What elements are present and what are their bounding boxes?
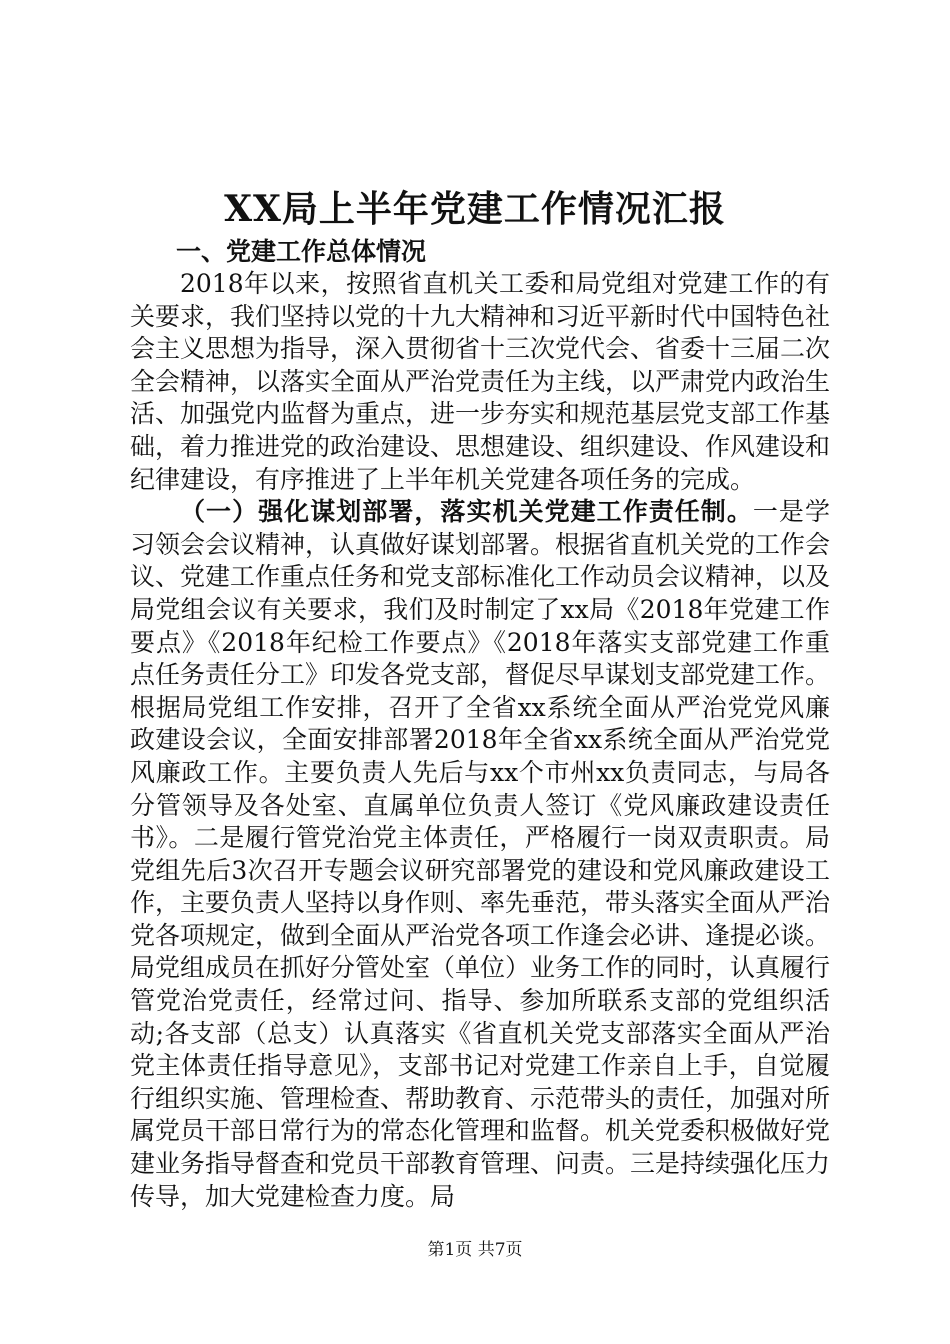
section-heading: 一、党建工作总体情况: [176, 237, 427, 266]
page-footer: 第1页 共7页: [427, 1240, 523, 1260]
subsection-heading: （一）强化谋划部署，落实机关党建工作责任制。: [180, 497, 753, 527]
document-body: [130, 236, 830, 1213]
subsection-body-text: 一是学习领会会议精神，认真做好谋划部署。根据省直机关党的工作会议、党建工作重点任务和党支部标准化工作动员会议精神，以及局党组会议有关要求，我们及时制定了xx局《2018年党建工作要点》《2018年纪检工作要点》《2018年落实支部党建工作重点任务责任分工》印发各党支部，督促尽早谋划支部党建工作。根据局党组工作安排，召开了全省xx系统全面从严治党党风廉政建设会议，全面安排部署2018年全省xx系统全面从严治党党风廉政工作。主要负责人先后与xx个市州xx负责同志，与局各分管领导及各处室、直属单位负责人签订《党风廉政建设责任书》。二是履行管党治党主体责任，严格履行一岗双责职责。局党组先后3次召开专题会议研究部署党的建设和党风廉政建设工作，主要负责人坚持以身作则、率先垂范，带头落实全面从严治党各项规定，做到全面从严治党各项工作逢会必讲、逢提必谈。局党组成员在抓好分管处室（单位）业务工作的同时，认真履行管党治党责任，经常过问、指导、参加所联系支部的党组织活动;各支部（总支）认真落实《省直机关党支部落实全面从严治党主体责任指导意见》，支部书记对党建工作亲自上手，自觉履行组织实施、管理检查、帮助教育、示范带头的责任，加强对所属党员干部日常行为的常态化管理和监督。机关党委积极做好党建业务指导督查和党员干部教育管理、问责。三是持续强化压力传导，加大党建检查力度。局: [130, 497, 831, 1211]
paragraph-overview: [130, 268, 830, 496]
document-title: XX局上半年党建工作情况汇报: [224, 188, 726, 230]
paragraph-overview-text: 2018年以来，按照省直机关工委和局党组对党建工作的有关要求，我们坚持以党的十九大精神和习近平新时代中国特色社会主义思想为指导，深入贯彻省十三次党代会、省委十三届二次全会精神，以落实全面从严治党责任为主线，以严肃党内政治生活、加强党内监督为重点，进一步夯实和规范基层党支部工作基础，着力推进党的政治建设、思想建设、组织建设、作风建设和纪律建设，有序推进了上半年机关党建各项任务的完成。: [130, 269, 831, 494]
paragraph-subsection-1: [130, 496, 830, 1213]
